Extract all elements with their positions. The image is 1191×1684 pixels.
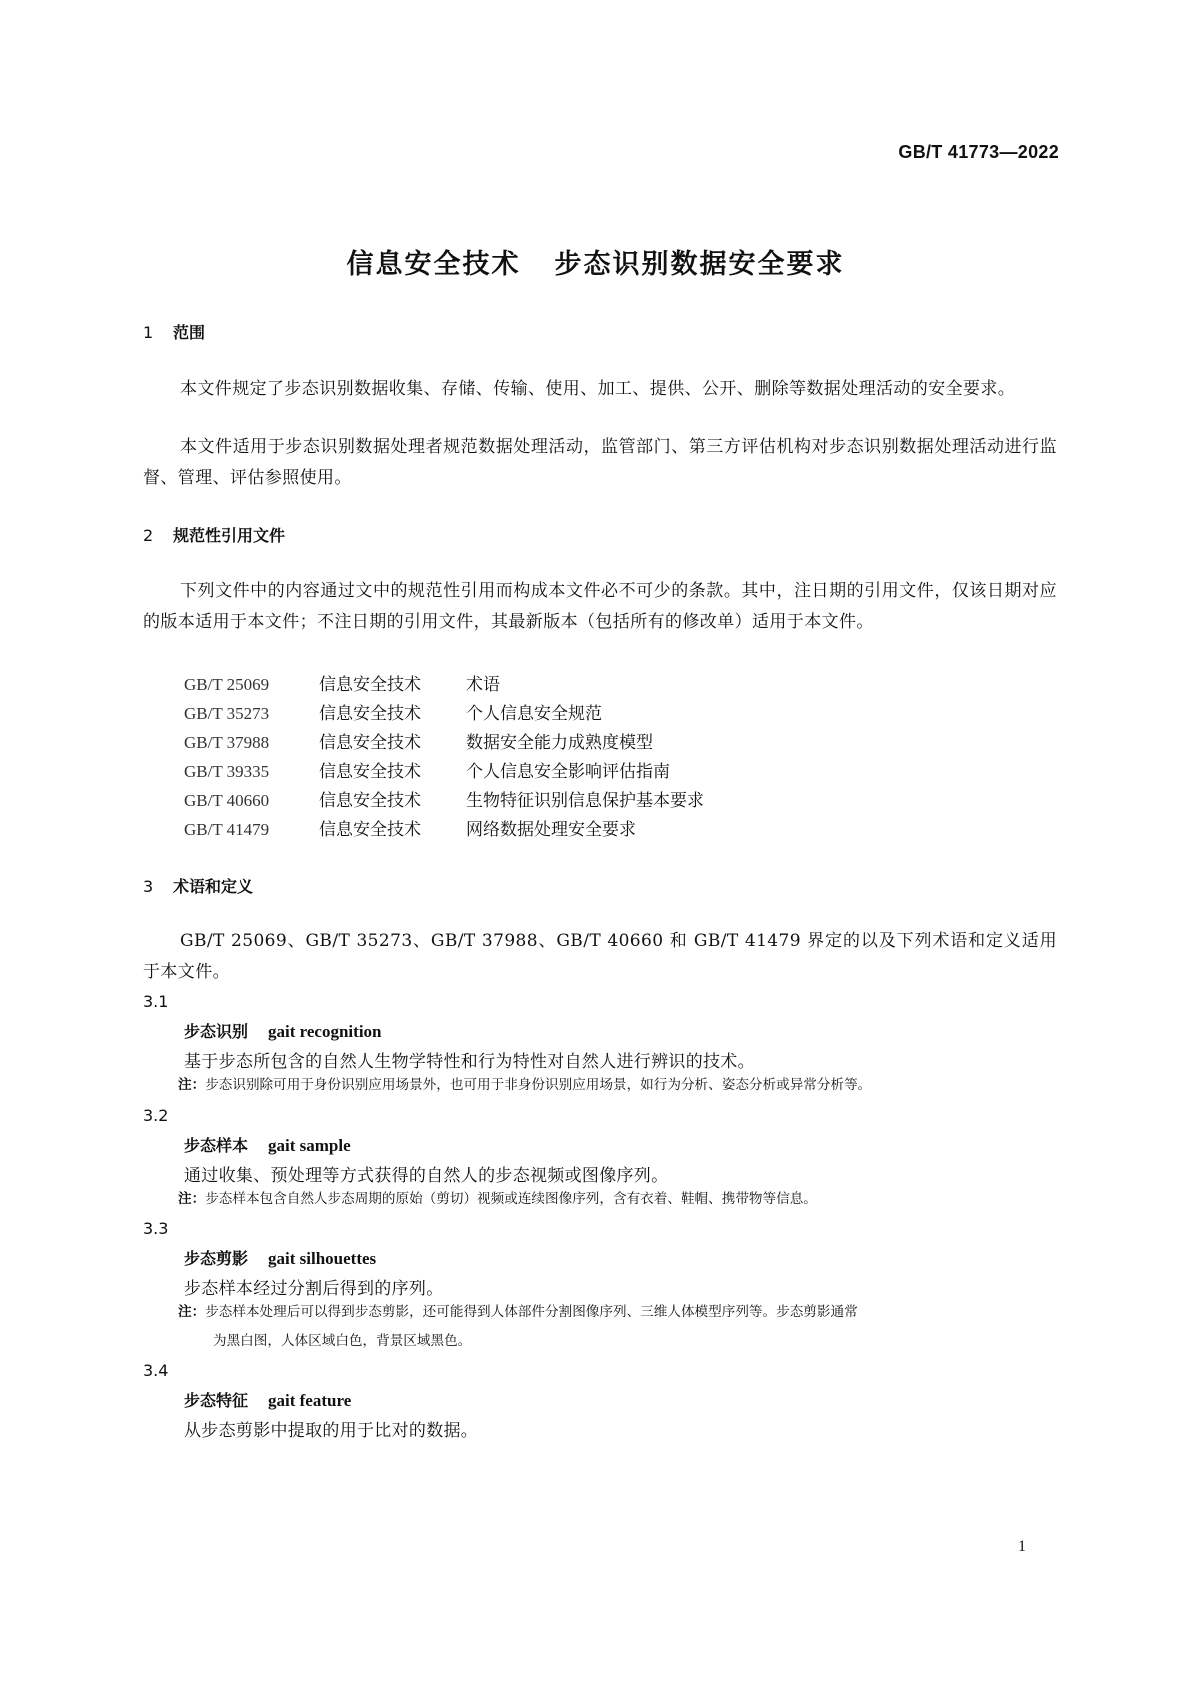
term-en: gait recognition [268, 1022, 382, 1041]
term-entry [184, 1388, 351, 1411]
clause-number: 3.1 [143, 992, 169, 1011]
note-text: 步态识别除可用于身份识别应用场景外，也可用于非身份识别应用场景，如行为分析、姿态分析或异常分析等。 [205, 1077, 872, 1093]
term-en: gait sample [268, 1136, 351, 1155]
term-definition: 从步态剪影中提取的用于比对的数据。 [184, 1421, 479, 1441]
term-cn: 步态特征 [184, 1391, 249, 1410]
note-text: 步态样本处理后可以得到步态剪影，还可能得到人体部件分割图像序列、三维人体模型序列等。步态剪影通常 [205, 1304, 858, 1320]
term-note [178, 1298, 1062, 1356]
reference-name: 数据安全能力成熟度模型 [466, 733, 653, 753]
reference-item [184, 670, 500, 695]
reference-code: GB/T 41479 [184, 820, 270, 839]
section-number: 1 [143, 323, 154, 342]
term-en: gait feature [268, 1391, 352, 1410]
note-label: 注： [178, 1304, 206, 1320]
clause-number: 3.4 [143, 1361, 169, 1380]
reference-name: 网络数据处理安全要求 [466, 820, 636, 840]
page-number: 1 [1018, 1538, 1026, 1555]
note-label: 注： [178, 1191, 206, 1207]
reference-series: 信息安全技术 [319, 791, 421, 811]
clause-number: 3.3 [143, 1219, 169, 1238]
reference-code: GB/T 25069 [184, 675, 270, 694]
reference-name: 个人信息安全影响评估指南 [466, 762, 670, 782]
reference-series: 信息安全技术 [319, 704, 421, 724]
section-number: 2 [143, 526, 154, 545]
term-cn: 步态样本 [184, 1136, 249, 1155]
reference-code: GB/T 35273 [184, 704, 270, 723]
standard-code: GB/T 41773—2022 [898, 142, 1059, 162]
note-label: 注： [178, 1077, 206, 1093]
section-3-heading [143, 874, 253, 897]
reference-item [184, 815, 636, 840]
term-definition: 基于步态所包含的自然人生物学特性和行为特性对自然人进行辨识的技术。 [184, 1052, 755, 1072]
term-cn: 步态识别 [184, 1022, 249, 1041]
reference-code: GB/T 37988 [184, 733, 270, 752]
section-2-heading [143, 523, 285, 546]
reference-item [184, 728, 653, 753]
title-part-2: 步态识别数据安全要求 [554, 249, 845, 280]
reference-item [184, 757, 670, 782]
term-definition: 步态样本经过分割后得到的序列。 [184, 1279, 444, 1299]
reference-code: GB/T 40660 [184, 791, 270, 810]
term-note [178, 1071, 1062, 1100]
section-title: 规范性引用文件 [173, 526, 286, 545]
reference-series: 信息安全技术 [319, 733, 421, 753]
reference-code: GB/T 39335 [184, 762, 270, 781]
note-text: 步态样本包含自然人步态周期的原始（剪切）视频或连续图像序列，含有衣着、鞋帽、携带物等信息。 [205, 1191, 817, 1207]
term-definition: 通过收集、预处理等方式获得的自然人的步态视频或图像序列。 [184, 1166, 669, 1186]
note-continuation: 为黑白图，人体区域白色，背景区域黑色。 [213, 1333, 472, 1349]
term-cn: 步态剪影 [184, 1249, 249, 1268]
reference-name: 生物特征识别信息保护基本要求 [466, 791, 704, 811]
section-number: 3 [143, 877, 154, 896]
terms-intro-paragraph: GB/T 25069、GB/T 35273、GB/T 37988、GB/T 40660 和 GB/T 41479 界定的以及下列术语和定义适用于本文件。 [143, 931, 1057, 982]
reference-name: 术语 [466, 675, 500, 695]
term-en: gait silhouettes [268, 1249, 377, 1268]
reference-series: 信息安全技术 [319, 820, 421, 840]
term-entry [184, 1133, 351, 1156]
reference-item [184, 786, 704, 811]
title-part-1: 信息安全技术 [346, 249, 521, 280]
scope-paragraph-1: 本文件规定了步态识别数据收集、存储、传输、使用、加工、提供、公开、删除等数据处理活动的安全要求。 [180, 379, 1016, 399]
section-1-heading [143, 320, 205, 343]
clause-number: 3.2 [143, 1106, 169, 1125]
section-title: 术语和定义 [173, 877, 254, 896]
reference-item [184, 699, 602, 724]
scope-paragraph-2: 本文件适用于步态识别数据处理者规范数据处理活动，监管部门、第三方评估机构对步态识别数据处理活动进行监督、管理、评估参照使用。 [143, 437, 1057, 488]
section-title: 范围 [173, 323, 206, 342]
normative-references-paragraph: 下列文件中的内容通过文中的规范性引用而构成本文件必不可少的条款。其中，注日期的引用文件，仅该日期对应的版本适用于本文件；不注日期的引用文件，其最新版本（包括所有的修改单）适用于本文件。 [143, 581, 1057, 632]
term-entry [184, 1019, 382, 1042]
term-note [178, 1185, 1062, 1214]
reference-series: 信息安全技术 [319, 675, 421, 695]
document-title [0, 242, 1191, 281]
term-entry [184, 1246, 376, 1269]
reference-series: 信息安全技术 [319, 762, 421, 782]
reference-name: 个人信息安全规范 [466, 704, 602, 724]
